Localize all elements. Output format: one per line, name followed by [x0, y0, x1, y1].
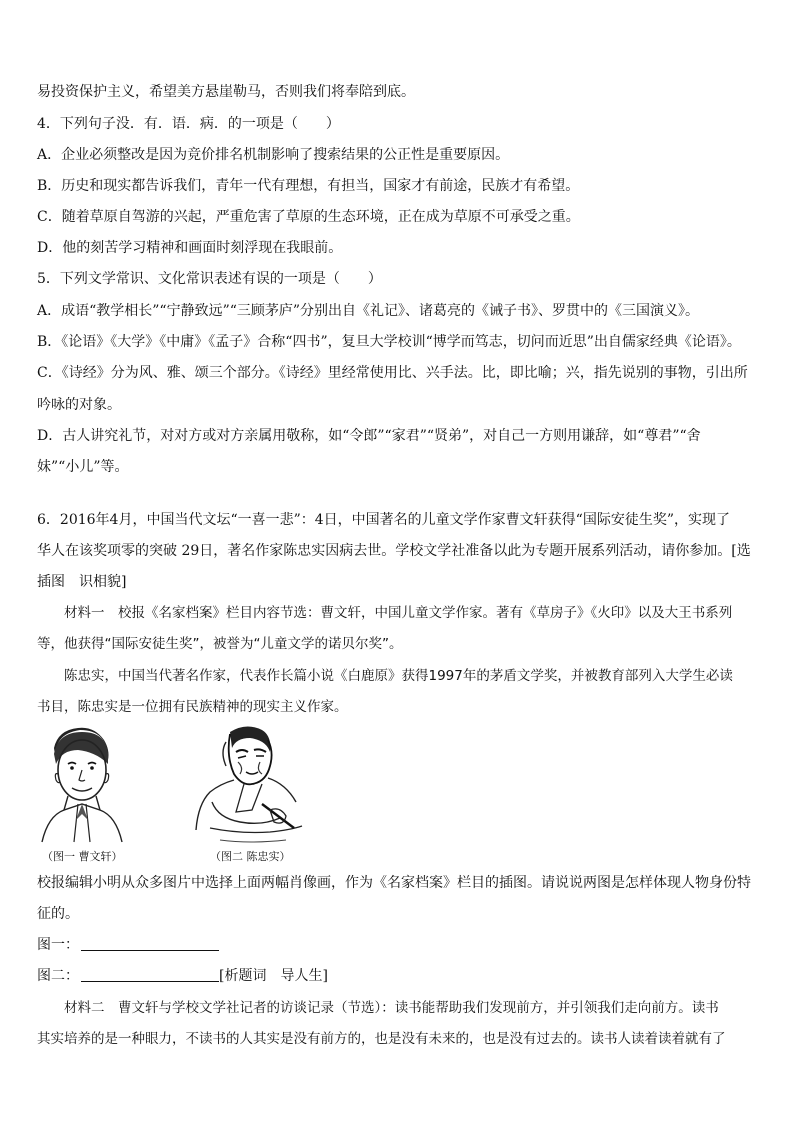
material-2: 材料二 曹文轩与学校文学社记者的访谈记录（节选）：读书能帮助我们发现前方，并引领我们走向前方。读书	[64, 1000, 719, 1016]
option-5a: A．成语“教学相长”“宁静致远”“三顾茅庐”分别出自《礼记》、诸葛亮的《诫子书》、罗贯中的《三国演义》。	[37, 303, 700, 319]
material-1-chen-cont: 书目，陈忠实是一位拥有民族精神的现实主义作家。	[37, 699, 348, 715]
question-4: 4．下列句子没．有．语．病．的一项是（ ）	[37, 116, 340, 132]
option-5d-cont: 妹”“小儿”等。	[37, 459, 129, 475]
caption-fig1: （图一 曹文轩）	[42, 850, 123, 863]
option-5d: D．古人讲究礼节，对对方或对方亲属用敬称，如“令郎”“家君”“贤弟”，对自己一方则用谦辞，如“尊君”“舍	[37, 428, 701, 444]
answer-fig2-row	[37, 966, 328, 986]
portrait-chen-zhongshi	[190, 722, 308, 846]
question-6-ask: 校报编辑小明从众多图片中选择上面两幅肖像画，作为《名家档案》栏目的插图。请说说两图是怎样体现人物身份特	[37, 875, 751, 891]
answer-fig2-blank[interactable]	[81, 967, 219, 982]
text-line: 易投资保护主义，希望美方悬崖勒马，否则我们将奉陪到底。	[37, 84, 415, 100]
question-6: 6．2016年4月，中国当代文坛“一喜一悲”：4日，中国著名的儿童文学作家曹文轩获得“国际安徒生奖”，实现了	[37, 512, 730, 528]
option-5c-cont: 吟咏的对象。	[37, 397, 121, 413]
material-1: 材料一 校报《名家档案》栏目内容节选：曹文轩，中国儿童文学作家。著有《草房子》《火印》以及大王书系列	[64, 605, 733, 621]
question-6-section: 插图 识相貌]	[37, 574, 127, 590]
option-4b: B．历史和现实都告诉我们，青年一代有理想，有担当，国家才有前途，民族才有希望。	[37, 178, 580, 194]
question-6-ask-cont: 征的。	[37, 906, 79, 922]
material-2-cont: 其实培养的是一种眼力，不读书的人其实是没有前方的，也是没有未来的，也是没有过去的。读书人读着读着就有了	[37, 1031, 726, 1047]
section-title: [析题词 导人生]	[219, 968, 328, 984]
option-4d: D．他的刻苦学习精神和画面时刻浮现在我眼前。	[37, 240, 343, 256]
caption-fig2: （图二 陈忠实）	[210, 850, 291, 863]
answer-fig2-label: 图二：	[37, 968, 79, 984]
answer-fig1-blank[interactable]	[81, 936, 219, 951]
material-1-chen: 陈忠实，中国当代著名作家，代表作长篇小说《白鹿原》获得1997年的茅盾文学奖，并被教育部列入大学生必读	[64, 668, 733, 684]
option-4a: A．企业必须整改是因为竞价排名机制影响了搜索结果的公正性是重要原因。	[37, 147, 510, 163]
question-6-cont: 华人在该奖项零的突破 29日，著名作家陈忠实因病去世。学校文学社准备以此为专题开展系列活动，请你参加。[选	[37, 543, 751, 559]
portrait-cao-wenxuan	[38, 724, 126, 844]
answer-fig1-label: 图一：	[37, 937, 79, 953]
option-5c: C．《诗经》分为风、雅、颂三个部分。《诗经》里经常使用比、兴手法。比，即比喻；兴，指先说别的事物，引出所	[37, 365, 748, 381]
option-4c: C．随着草原自驾游的兴起，严重危害了草原的生态环境，正在成为草原不可承受之重。	[37, 209, 580, 225]
option-5b: B．《论语》《大学》《中庸》《孟子》合称“四书”，复旦大学校训“博学而笃志，切问而近思”出自儒家经典《论语》。	[37, 334, 741, 350]
material-1-cont: 等，他获得“国际安徒生奖”，被誉为“儿童文学的诺贝尔奖”。	[37, 636, 403, 652]
question-5: 5．下列文学常识、文化常识表述有误的一项是（ ）	[37, 271, 382, 287]
answer-fig1-row	[37, 935, 219, 955]
